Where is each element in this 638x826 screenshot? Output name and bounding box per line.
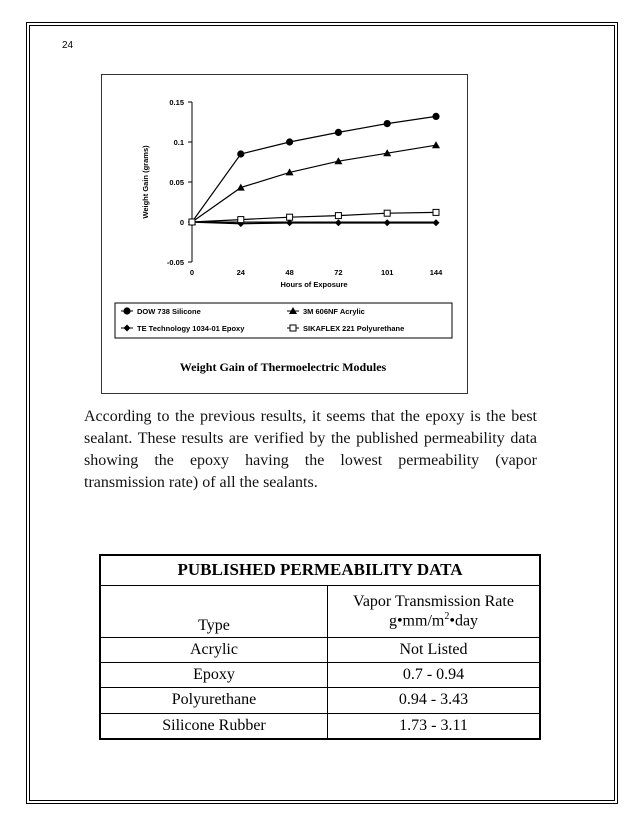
table-row bbox=[100, 713, 540, 739]
y-tick-label: 0.15 bbox=[169, 98, 184, 107]
row-rate: Not Listed bbox=[328, 637, 541, 662]
header-type: Type bbox=[100, 585, 328, 637]
x-axis-title: Hours of Exposure bbox=[280, 280, 348, 289]
page-number: 24 bbox=[62, 40, 74, 51]
x-tick-label: 24 bbox=[236, 268, 245, 277]
x-tick-label: 72 bbox=[334, 268, 343, 277]
legend-label: DOW 738 Silicone bbox=[137, 307, 201, 316]
header-rate-unit: $g•mm/m^2•day$ bbox=[388, 610, 479, 629]
body-paragraph: According to the previous results, it seems that the epoxy is the best sealant. These results are verified by the published permeability data showing the epoxy having the lowest permeability (vapor transmission rate) of all the sealants. bbox=[84, 408, 537, 491]
data-point bbox=[433, 219, 440, 226]
y-axis-title: Weight Gain (grams) bbox=[141, 145, 150, 219]
table-row bbox=[100, 662, 540, 687]
legend-label: TE Technology 1034-01 Epoxy bbox=[137, 324, 245, 333]
data-point bbox=[335, 219, 342, 226]
header-rate bbox=[328, 585, 541, 637]
table-row bbox=[100, 688, 540, 713]
row-type: Acrylic bbox=[100, 637, 328, 662]
row-type: Polyurethane bbox=[100, 688, 328, 713]
header-rate-label: Vapor Transmission Rate bbox=[353, 592, 514, 610]
y-tick-label: -0.05 bbox=[166, 258, 184, 267]
data-point bbox=[335, 213, 341, 219]
row-rate: 0.7 - 0.94 bbox=[328, 662, 541, 687]
legend-marker bbox=[290, 325, 296, 331]
x-tick-label: 144 bbox=[429, 268, 443, 277]
data-point bbox=[287, 214, 293, 220]
row-rate: 1.73 - 3.11 bbox=[328, 713, 541, 739]
row-type: Epoxy bbox=[100, 662, 328, 687]
data-point bbox=[384, 210, 390, 216]
y-tick-label: 0.1 bbox=[173, 138, 184, 147]
legend-label: 3M 606NF Acrylic bbox=[303, 307, 365, 316]
data-point bbox=[238, 217, 244, 223]
permeability-table bbox=[99, 554, 541, 740]
data-point bbox=[384, 219, 391, 226]
data-point bbox=[384, 120, 391, 127]
data-point bbox=[237, 150, 244, 157]
series-line bbox=[192, 116, 436, 222]
data-point bbox=[432, 113, 439, 120]
legend-marker bbox=[123, 307, 130, 314]
row-type: Silicone Rubber bbox=[100, 713, 328, 739]
table-title: PUBLISHED PERMEABILITY DATA bbox=[100, 555, 540, 585]
chart-title: Weight Gain of Thermoelectric Modules bbox=[179, 360, 387, 374]
data-point bbox=[432, 141, 440, 148]
row-rate: 0.94 - 3.43 bbox=[328, 688, 541, 713]
x-tick-label: 48 bbox=[285, 268, 294, 277]
data-point bbox=[189, 219, 195, 225]
legend-label: SIKAFLEX 221 Polyurethane bbox=[303, 324, 405, 333]
x-tick-label: 0 bbox=[189, 268, 195, 277]
y-tick-label: 0 bbox=[179, 218, 184, 227]
table-row bbox=[100, 637, 540, 662]
x-tick-label: 101 bbox=[380, 268, 394, 277]
y-tick-label: 0.05 bbox=[169, 178, 184, 187]
series-line bbox=[192, 145, 436, 222]
series-line bbox=[192, 212, 436, 222]
data-point bbox=[433, 209, 439, 215]
weight-gain-chart bbox=[101, 74, 466, 392]
data-point bbox=[286, 138, 293, 145]
data-point bbox=[335, 129, 342, 136]
